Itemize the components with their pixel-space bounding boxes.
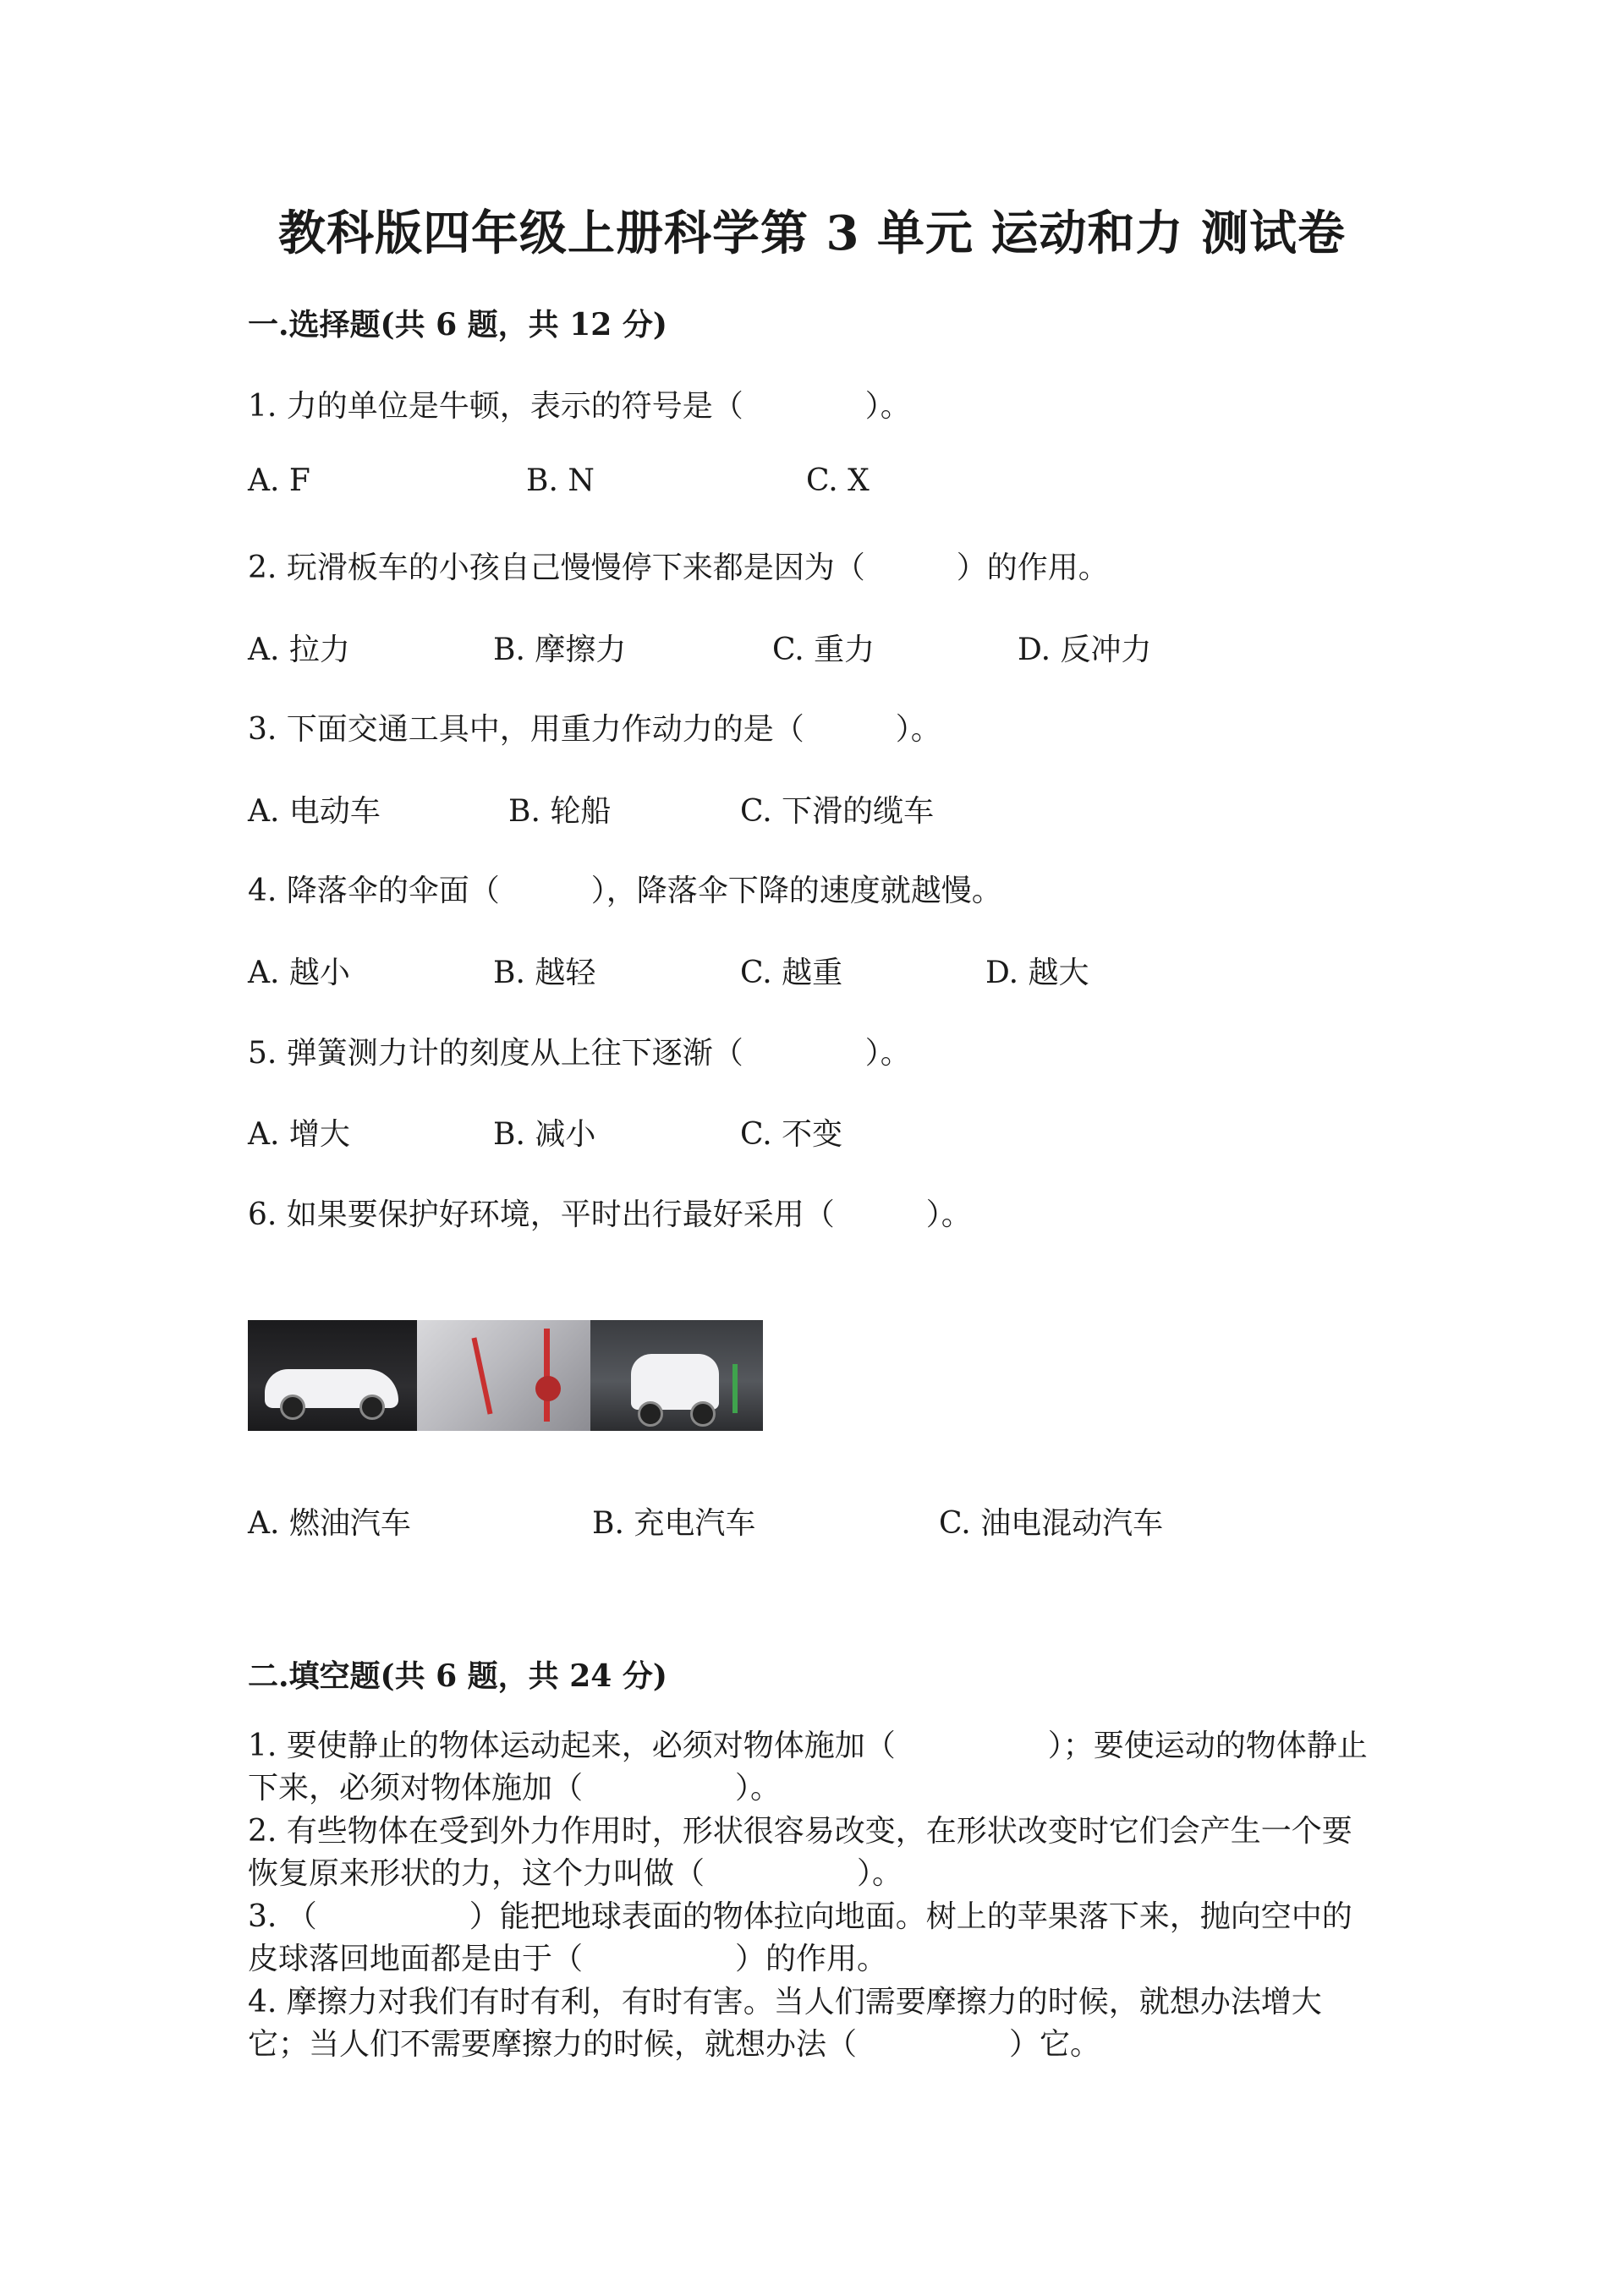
option-b: B. 摩擦力 bbox=[493, 633, 627, 667]
question-stem: 2. 玩滑板车的小孩自己慢慢停下来都是因为（ ）的作用。 bbox=[248, 551, 1109, 585]
question-stem: 1. 力的单位是牛顿，表示的符号是（ ）。 bbox=[248, 389, 911, 424]
question-stem: 3. 下面交通工具中，用重力作动力的是（ ）。 bbox=[248, 712, 941, 747]
charging-car-photo bbox=[417, 1320, 590, 1431]
car-images bbox=[248, 1320, 763, 1431]
option-d: D. 反冲力 bbox=[1018, 633, 1152, 667]
option-b: B. 充电汽车 bbox=[592, 1506, 756, 1541]
option-b: B. 轮船 bbox=[508, 794, 612, 829]
fill-question: 4. 摩擦力对我们有时有利，有时有害。当人们需要摩擦力的时候，就想办法增大它；当人们不需要摩擦力的时候，就想办法（ ）它。 bbox=[248, 1985, 1322, 2062]
option-b: B. N bbox=[526, 463, 595, 498]
question-stem: 4. 降落伞的伞面（ ），降落伞下降的速度就越慢。 bbox=[248, 874, 1002, 908]
page-title: 教科版四年级上册科学第 3 单元 运动和力 测试卷 bbox=[278, 205, 1346, 261]
question-stem: 5. 弹簧测力计的刻度从上往下逐渐（ ）。 bbox=[248, 1036, 911, 1071]
option-a: A. 拉力 bbox=[248, 633, 350, 667]
option-c: C. 越重 bbox=[740, 956, 843, 990]
option-c: C. 不变 bbox=[740, 1117, 843, 1152]
option-d: D. 越大 bbox=[985, 956, 1089, 990]
section-heading-choice: 一.选择题(共 6 题，共 12 分) bbox=[248, 307, 667, 342]
option-c: C. 下滑的缆车 bbox=[740, 794, 935, 829]
option-a: A. 越小 bbox=[248, 956, 350, 990]
fill-question: 3. （ ）能把地球表面的物体拉向地面。树上的苹果落下来，抛向空中的皮球落回地面都是由于（ ）的作用。 bbox=[248, 1899, 1352, 1976]
option-c: C. X bbox=[806, 463, 870, 498]
option-a: A. 燃油汽车 bbox=[248, 1506, 411, 1541]
question-stem: 6. 如果要保护好环境，平时出行最好采用（ ）。 bbox=[248, 1197, 972, 1232]
option-c: C. 重力 bbox=[772, 633, 875, 667]
option-a: A. 增大 bbox=[248, 1117, 350, 1152]
option-a: A. F bbox=[248, 463, 310, 498]
fill-question: 2. 有些物体在受到外力作用时，形状很容易改变，在形状改变时它们会产生一个要恢复原来形状的力，这个力叫做（ ）。 bbox=[248, 1814, 1352, 1891]
section-heading-fill: 二.填空题(共 6 题，共 24 分) bbox=[248, 1658, 667, 1694]
option-a: A. 电动车 bbox=[248, 794, 381, 829]
hybrid-car-photo bbox=[590, 1320, 763, 1431]
fill-question: 1. 要使静止的物体运动起来，必须对物体施加（ ）；要使运动的物体静止下来，必须对物体施加（ ）。 bbox=[248, 1729, 1368, 1806]
option-b: B. 减小 bbox=[493, 1117, 596, 1152]
option-b: B. 越轻 bbox=[493, 956, 596, 990]
fuel-car-photo bbox=[248, 1320, 417, 1431]
option-c: C. 油电混动汽车 bbox=[939, 1506, 1164, 1541]
